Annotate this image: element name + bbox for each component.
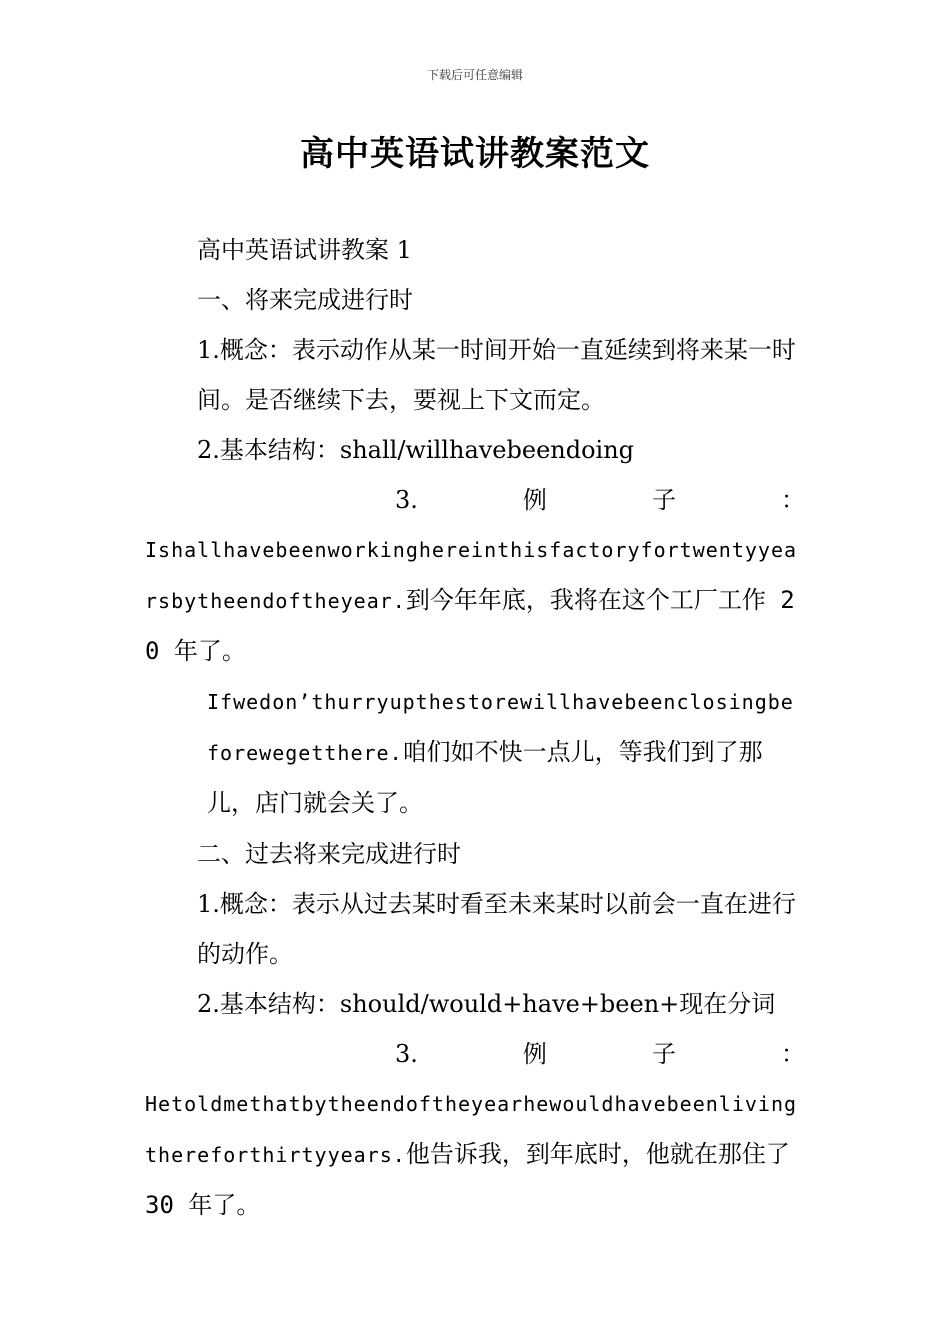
part1-concept: 1.概念：表示动作从某一时间开始一直延续到将来某一时间。是否继续下去，要视上下文而定。 bbox=[197, 336, 796, 414]
part2-example1-en: Hetoldmethatbytheendoftheyearhewouldhavebeenlivingthereforthirtyyears. bbox=[145, 1092, 798, 1167]
part2-structure: 2.基本结构：should/would+have+been+现在分词 bbox=[197, 990, 776, 1018]
part1-structure: 2.基本结构：shall/willhavebeendoing bbox=[197, 436, 635, 464]
part2-heading: 二、过去将来完成进行时 bbox=[197, 840, 461, 868]
part2-example1-cn: 他告诉我，到年底时，他就在那住了 30 年了。 bbox=[145, 1140, 790, 1219]
section-title: 高中英语试讲教案 1 bbox=[197, 236, 412, 264]
part1-example2-cn: 咱们如不快一点儿，等我们到了那儿，店门就会关了。 bbox=[207, 738, 763, 817]
part1-example2-en: Ifwedon’thurryupthestorewillhavebeenclosingbeforewegetthere. bbox=[207, 690, 794, 765]
part1-example1-cn: 到今年年底，我将在这个工厂工作 20 年了。 bbox=[145, 586, 795, 665]
part1-example2 bbox=[145, 677, 805, 829]
part1-example1 bbox=[145, 525, 805, 677]
header-note: 下载后可任意编辑 bbox=[426, 68, 523, 82]
part1-heading: 一、将来完成进行时 bbox=[197, 286, 413, 314]
document-title: 高中英语试讲教案范文 bbox=[300, 134, 650, 174]
part1-example-label: 3.例子： bbox=[395, 486, 805, 514]
part1-example1-en: Ishallhavebeenworkinghereinthisfactoryfortwentyyearsbytheendoftheyear. bbox=[145, 538, 798, 613]
part2-example-label: 3.例子： bbox=[395, 1040, 805, 1068]
part2-concept: 1.概念：表示从过去某时看至未来某时以前会一直在进行的动作。 bbox=[197, 890, 796, 968]
document-body bbox=[145, 225, 805, 1231]
part2-example1 bbox=[145, 1079, 805, 1231]
